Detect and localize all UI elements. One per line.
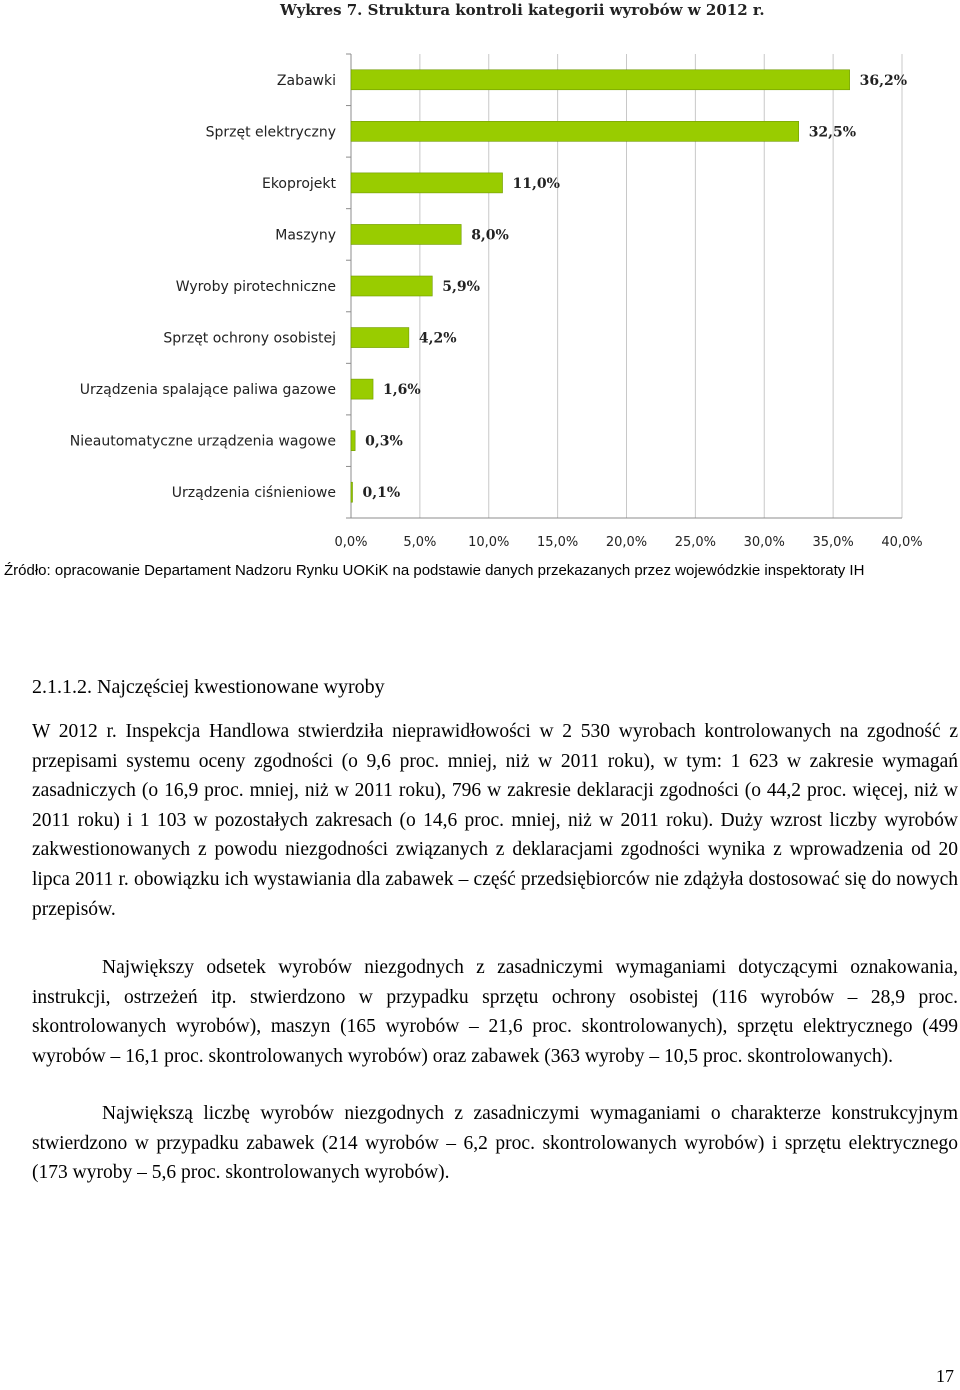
bar xyxy=(351,482,353,502)
bar xyxy=(351,328,409,348)
bar xyxy=(351,276,432,296)
paragraph-1: W 2012 r. Inspekcja Handlowa stwierdziła nieprawidłowości w 2 530 wyrobach kontrolowanych na zgodność z przepisami systemu oceny zgodności (o 9,6 proc. mniej, niż w 2011 roku), w tym: 1 623 w zakresie wymagań zasadniczych (o 16,9 proc. mniej, niż w 2011 roku), 796 w zakresie deklaracji zgodności (o 44,2 proc. więcej, niż w 2011 roku) i 1 103 w pozostałych zakresach (o 14,6 proc. mniej, niż w 2011 roku). Duży wzrost liczby wyrobów zakwestionowanych z powodu niezgodności związanych z deklaracjami zgodności wynika z wprowadzenia od 20 lipca 2011 r. obowiązku ich wystawiania dla zabawek – część przedsiębiorców nie zdążyła dostosować się do nowych przepisów. xyxy=(32,721,958,920)
x-tick-label: 15,0% xyxy=(536,535,579,550)
x-tick-label: 5,0% xyxy=(403,535,437,550)
data-label: 5,9% xyxy=(442,279,480,295)
bar xyxy=(351,121,799,141)
x-tick-label: 0,0% xyxy=(334,535,368,550)
chart-title: Wykres 7. Struktura kontroli kategorii wyrobów w 2012 r. xyxy=(280,1,765,19)
section-heading: 2.1.1.2. Najczęściej kwestionowane wyroby xyxy=(32,676,385,698)
page-number: 17 xyxy=(936,1366,954,1386)
bar xyxy=(351,70,850,90)
data-label: 0,1% xyxy=(362,485,401,502)
paragraph-2: Największy odsetek wyrobów niezgodnych z zasadniczymi wymaganiami dotyczącymi oznakowania, instrukcji, ostrzeżeń itp. stwierdzono w przypadku sprzętu ochrony osobistej (116 wyrobów – 28,9 proc. skontrolowanych wyrobów), maszyn (165 wyrobów – 21,6 proc. skontrolowanych), sprzętu elektrycznego (499 wyrobów – 16,1 proc. skontrolowanych wyrobów) oraz zabawek (363 wyroby – 10,5 proc. skontrolowanych). xyxy=(32,957,958,1067)
paragraph-3: Największą liczbę wyrobów niezgodnych z zasadniczymi wymaganiami o charakterze konstrukcyjnym stwierdzono w przypadku zabawek (214 wyrobów – 6,2 proc. skontrolowanych wyrobów) i sprzętu elektrycznego (173 wyroby – 5,6 proc. skontrolowanych wyrobów). xyxy=(32,1103,958,1184)
x-tick-label: 10,0% xyxy=(468,535,510,550)
bar xyxy=(351,379,373,399)
category-label: Urządzenia ciśnieniowe xyxy=(171,485,336,502)
data-label: 0,3% xyxy=(365,433,403,450)
bar xyxy=(351,431,355,451)
bar xyxy=(351,173,503,193)
data-label: 32,5% xyxy=(808,124,857,141)
chart-source-note: Źródło: opracowanie Departament Nadzoru Rynku UOKiK na podstawie danych przekazanych przez wojewódzkie inspektoraty IH xyxy=(4,562,865,579)
x-tick-label: 20,0% xyxy=(605,535,648,550)
bar-chart xyxy=(0,0,960,556)
category-label: Sprzęt ochrony osobistej xyxy=(163,330,336,347)
category-label: Wyroby pirotechniczne xyxy=(175,279,336,295)
data-label: 36,2% xyxy=(859,72,908,89)
data-label: 1,6% xyxy=(383,382,421,399)
category-label: Urządzenia spalające paliwa gazowe xyxy=(79,382,336,399)
category-label: Maszyny xyxy=(275,227,336,244)
category-label: Zabawki xyxy=(276,72,336,89)
x-tick-label: 25,0% xyxy=(674,535,717,550)
data-label: 4,2% xyxy=(418,330,457,347)
category-label: Sprzęt elektryczny xyxy=(205,124,336,141)
data-label: 11,0% xyxy=(512,175,560,192)
bar xyxy=(351,224,461,244)
data-label: 8,0% xyxy=(471,227,509,244)
x-tick-label: 30,0% xyxy=(743,535,785,550)
category-label: Nieautomatyczne urządzenia wagowe xyxy=(69,433,336,450)
category-label: Ekoprojekt xyxy=(261,175,336,192)
x-tick-label: 35,0% xyxy=(812,535,854,550)
x-tick-label: 40,0% xyxy=(881,535,923,550)
